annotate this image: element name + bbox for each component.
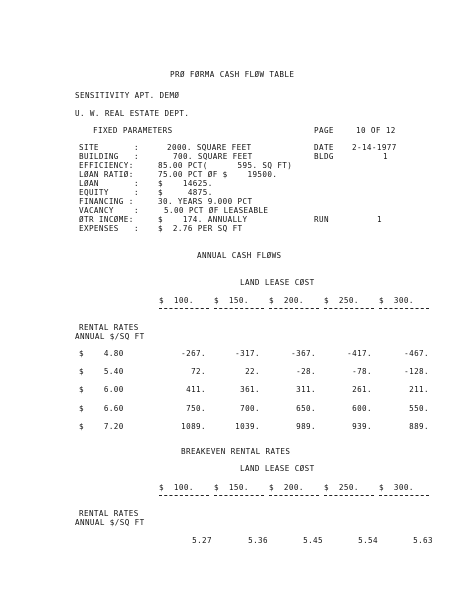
run-label: RUN — [314, 215, 329, 224]
cash-flow-cell: 750. — [186, 404, 206, 413]
param-value: 5.00 PCT ØF LEASEABLE — [164, 206, 269, 215]
date-label: DATE — [314, 143, 334, 152]
cash-flow-cell: -417. — [347, 349, 372, 358]
param-value: 2000. SQUARE FEET — [167, 143, 252, 152]
param-value: $ 4875. — [158, 188, 213, 197]
cash-flow-cell: 989. — [296, 422, 316, 431]
cash-flow-cell: -267. — [181, 349, 206, 358]
rental-rates-label: RENTAL RATES — [79, 323, 139, 332]
param-label: EFFICIENCY: — [79, 161, 134, 170]
cash-flow-cell: -467. — [404, 349, 429, 358]
param-label: EQUITY — [79, 188, 109, 197]
param-label: SITE — [79, 143, 99, 152]
param-label: LØAN RATIØ: — [79, 170, 134, 179]
param-value: 30. YEARS 9.000 PCT — [158, 197, 253, 206]
document-subtitle: SENSITIVITY APT. DEMØ — [75, 91, 180, 100]
breakeven-cell: 5.45 — [303, 536, 323, 545]
per-sqft-label: ANNUAL $/SQ FT — [75, 518, 145, 527]
cash-flow-cell: 650. — [296, 404, 316, 413]
cash-flow-cell: 1089. — [181, 422, 206, 431]
param-value: 85.00 PCT( 595. SQ FT) — [158, 161, 293, 170]
lease-cost-cell: $ 200. — [269, 297, 319, 309]
cash-flow-cell: 311. — [296, 385, 316, 394]
param-label: VACANCY — [79, 206, 114, 215]
cash-flow-cell: 361. — [240, 385, 260, 394]
breakeven-heading: BREAKEVEN RENTAL RATES — [181, 447, 291, 456]
rental-rate-cell: $ 4.80 — [79, 349, 124, 358]
param-separator: : — [134, 152, 139, 161]
page-label: PAGE — [314, 126, 334, 135]
param-separator: : — [134, 224, 139, 233]
cash-flow-cell: 1039. — [235, 422, 260, 431]
param-label: LØAN — [79, 179, 99, 188]
param-label: BUILDING — [79, 152, 119, 161]
rental-rates-label: RENTAL RATES — [79, 509, 139, 518]
param-separator: : — [134, 179, 139, 188]
run-value: 1 — [377, 215, 382, 224]
cash-flow-cell: 700. — [240, 404, 260, 413]
department-name: U. W. REAL ESTATE DEPT. — [75, 109, 190, 118]
lease-cost-cell: $ 150. — [214, 297, 264, 309]
lease-cost-label: LAND LEASE CØST — [240, 278, 315, 287]
param-separator: : — [134, 143, 139, 152]
bldg-label: BLDG — [314, 152, 334, 161]
cash-flow-cell: -78. — [352, 367, 372, 376]
bldg-value: 1 — [383, 152, 388, 161]
cash-flow-cell: 550. — [409, 404, 429, 413]
param-value: $ 2.76 PER SQ FT — [158, 224, 243, 233]
param-value: 700. SQUARE FEET — [173, 152, 253, 161]
cash-flow-cell: 72. — [191, 367, 206, 376]
cash-flow-cell: 939. — [352, 422, 372, 431]
cash-flow-cell: 411. — [186, 385, 206, 394]
rental-rate-cell: $ 6.00 — [79, 385, 124, 394]
cash-flow-cell: 261. — [352, 385, 372, 394]
document-title: PRØ FØRMA CASH FLØW TABLE — [170, 70, 295, 79]
fixed-parameters-heading: FIXED PARAMETERS — [93, 126, 173, 135]
lease-cost-cell: $ 100. — [159, 297, 209, 309]
cash-flow-cell: -28. — [296, 367, 316, 376]
per-sqft-label: ANNUAL $/SQ FT — [75, 332, 145, 341]
param-value: 75.00 PCT ØF $ 19500. — [158, 170, 278, 179]
param-label: FINANCING : — [79, 197, 134, 206]
param-separator: : — [134, 206, 139, 215]
lease-cost-cell: $ 100. — [159, 484, 209, 496]
cash-flow-cell: -128. — [404, 367, 429, 376]
lease-cost-cell: $ 150. — [214, 484, 264, 496]
lease-cost-cell: $ 300. — [379, 297, 429, 309]
breakeven-cell: 5.63 — [413, 536, 433, 545]
breakeven-cell: 5.54 — [358, 536, 378, 545]
param-separator: : — [134, 188, 139, 197]
rental-rate-cell: $ 7.20 — [79, 422, 124, 431]
param-value: $ 174. ANNUALLY — [158, 215, 248, 224]
param-label: ØTR INCØME: — [79, 215, 134, 224]
page-number: 10 OF 12 — [356, 126, 396, 135]
cash-flow-cell: 600. — [352, 404, 372, 413]
cash-flow-cell: -317. — [235, 349, 260, 358]
param-value: $ 14625. — [158, 179, 213, 188]
cash-flow-cell: 211. — [409, 385, 429, 394]
date-value: 2-14-1977 — [352, 143, 397, 152]
breakeven-cell: 5.27 — [192, 536, 212, 545]
breakeven-cell: 5.36 — [248, 536, 268, 545]
lease-cost-cell: $ 200. — [269, 484, 319, 496]
cash-flows-heading: ANNUAL CASH FLØWS — [197, 251, 282, 260]
param-label: EXPENSES — [79, 224, 119, 233]
cash-flow-cell: 889. — [409, 422, 429, 431]
lease-cost-cell: $ 300. — [379, 484, 429, 496]
lease-cost-label: LAND LEASE CØST — [240, 464, 315, 473]
cash-flow-cell: 22. — [245, 367, 260, 376]
cash-flow-cell: -367. — [291, 349, 316, 358]
lease-cost-cell: $ 250. — [324, 297, 374, 309]
lease-cost-cell: $ 250. — [324, 484, 374, 496]
rental-rate-cell: $ 5.40 — [79, 367, 124, 376]
rental-rate-cell: $ 6.60 — [79, 404, 124, 413]
